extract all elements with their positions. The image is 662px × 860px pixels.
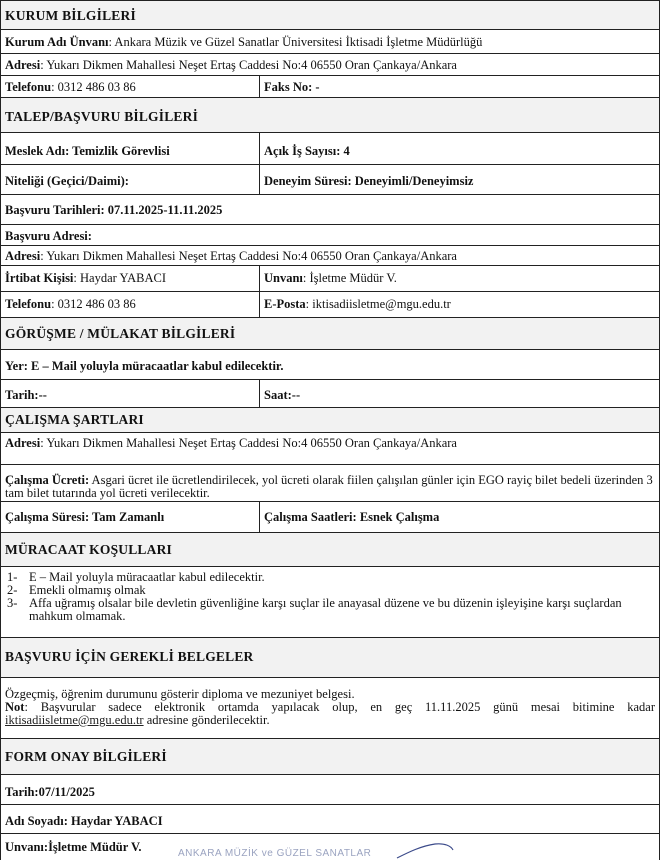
section-title: BAŞVURU İÇİN GEREKLİ BELGELER: [5, 649, 254, 664]
section-header-kurum: [0, 0, 660, 30]
kurum-adres-label: Adresi: [5, 58, 41, 72]
calisma-adres-row: [0, 433, 660, 465]
belgeler-not: [5, 701, 655, 727]
talep-adres-label: Adresi: [5, 249, 41, 263]
onay-tarih: Tarih:07/11/2025: [5, 785, 95, 799]
onay-unvan: Unvanı:İşletme Müdür V.: [5, 840, 142, 854]
basvuru-tarihleri: Başvuru Tarihleri: 07.11.2025-11.11.2025: [5, 203, 223, 217]
section-title: GÖRÜŞME / MÜLAKAT BİLGİLERİ: [5, 326, 236, 341]
section-title: TALEP/BAŞVURU BİLGİLERİ: [5, 109, 199, 124]
irtibat-label: İrtibat Kişisi: [5, 271, 74, 285]
talep-telefon-label: Telefonu: [5, 297, 52, 311]
not-after-email: adresine gönderilecektir.: [143, 713, 270, 727]
section-header-gorusme: [0, 318, 660, 350]
eposta-label: E-Posta: [264, 297, 306, 311]
calisma-adres-value: : Yukarı Dikmen Mahallesi Neşet Ertaş Caddesi No:4 06550 Oran Çankaya/Ankara: [40, 436, 457, 450]
section-title: MÜRACAAT KOŞULLARI: [5, 542, 172, 557]
onay-ad-soyad: Adı Soyadı: Haydar YABACI: [5, 814, 163, 828]
section-header-onay: [0, 739, 660, 775]
kurum-faks: Faks No: -: [259, 76, 659, 97]
not-label: Not: [5, 700, 25, 714]
irtibat-row: [0, 266, 660, 292]
talep-meslek-row: [0, 133, 660, 165]
kurum-telefon-row: [0, 76, 660, 98]
eposta-value: : iktisadiisletme@mgu.edu.tr: [305, 297, 451, 311]
gorusme-tarih: Tarih:--: [5, 388, 47, 402]
niteligi: Niteliği (Geçici/Daimi):: [5, 174, 129, 188]
talep-adres-value: : Yukarı Dikmen Mahallesi Neşet Ertaş Caddesi No:4 06550 Oran Çankaya/Ankara: [40, 249, 457, 263]
belgeler-line1: Özgeçmiş, öğrenim durumunu gösterir diploma ve mezuniyet belgesi.: [5, 687, 355, 701]
section-title: FORM ONAY BİLGİLERİ: [5, 749, 167, 764]
gorusme-saat: Saat:--: [259, 380, 659, 407]
kurum-ad-value: : Ankara Müzik ve Güzel Sanatlar Üniversitesi İktisadi İşletme Müdürlüğü: [108, 35, 483, 49]
section-header-belgeler: [0, 638, 660, 678]
belgeler-content-row: [0, 678, 660, 739]
basvuru-adresi-row: [0, 225, 660, 246]
section-title: KURUM BİLGİLERİ: [5, 8, 136, 23]
gorusme-tarih-row: [0, 380, 660, 408]
talep-telefon-value: : 0312 486 03 86: [51, 297, 136, 311]
email-link[interactable]: iktisadiisletme@mgu.edu.tr: [5, 713, 144, 727]
kurum-telefon-label: Telefonu: [5, 80, 52, 94]
kurum-adres-row: [0, 54, 660, 76]
calisma-ucret-value: Asgari ücret ile ücretlendirilecek, yol ücreti olarak fiilen çalışılan günler için EGO rayiç bilet bedeli üzerinden 3 tam bilet tutarında yol ücreti verilecektir.: [5, 473, 653, 500]
talep-adres-row: [0, 246, 660, 266]
kurum-adres-value: : Yukarı Dikmen Mahallesi Neşet Ertaş Caddesi No:4 06550 Oran Çankaya/Ankara: [40, 58, 457, 72]
calisma-saatleri: Çalışma Saatleri: Esnek Çalışma: [259, 502, 659, 532]
calisma-adres-label: Adresi: [5, 436, 41, 450]
onay-ad-row: [0, 805, 660, 834]
official-stamp: ANKARA MÜZİK ve GÜZEL SANATLAR: [178, 848, 372, 859]
basvuru-adresi-label: Başvuru Adresi:: [5, 229, 92, 243]
gorusme-yer: Yer: E – Mail yoluyla müracaatlar kabul edilecektir.: [5, 359, 284, 373]
section-header-calisma: [0, 408, 660, 433]
muracaat-list: [5, 571, 655, 623]
muracaat-list-row: [0, 567, 660, 638]
list-item: 3- Affa uğramış olsalar bile devletin güvenliğine karşı suçlar ile anayasal düzene ve bu düzenin işleyişine karşı suçlardan mahkum olmamak.: [7, 596, 622, 623]
unvan-value: : İşletme Müdür V.: [302, 271, 397, 285]
kurum-ad-label: Kurum Adı Ünvanı: [5, 35, 109, 49]
acik-is-sayisi: Açık İş Sayısı: 4: [259, 133, 659, 164]
talep-nitelik-row: [0, 165, 660, 195]
calisma-sure-row: [0, 502, 660, 533]
section-header-muracaat: [0, 533, 660, 567]
section-header-talep: [0, 98, 660, 133]
deneyim-suresi: Deneyim Süresi: Deneyimli/Deneyimsiz: [259, 165, 659, 194]
calisma-ucret-row: [0, 465, 660, 502]
onay-tarih-row: [0, 775, 660, 805]
signature-mark: [395, 842, 455, 860]
talep-iletisim-row: [0, 292, 660, 318]
list-item: 1- E – Mail yoluyla müracaatlar kabul edilecektir.: [7, 570, 265, 584]
section-title: ÇALIŞMA ŞARTLARI: [5, 412, 144, 427]
meslek-adi: Meslek Adı: Temizlik Görevlisi: [5, 144, 170, 158]
calisma-suresi: Çalışma Süresi: Tam Zamanlı: [5, 510, 165, 524]
irtibat-value: : Haydar YABACI: [73, 271, 166, 285]
kurum-ad-row: [0, 30, 660, 54]
not-text: : Başvurular sadece elektronik ortamda yapılacak olup, en geç 11.11.2025 günü mesai bitimine kadar: [24, 700, 655, 714]
list-item: 2- Emekli olmamış olmak: [7, 583, 146, 597]
kurum-telefon-value: : 0312 486 03 86: [51, 80, 136, 94]
basvuru-tarihleri-row: [0, 195, 660, 225]
unvan-label: Unvanı: [264, 271, 303, 285]
gorusme-yer-row: [0, 350, 660, 380]
calisma-ucret-label: Çalışma Ücreti:: [5, 473, 90, 487]
